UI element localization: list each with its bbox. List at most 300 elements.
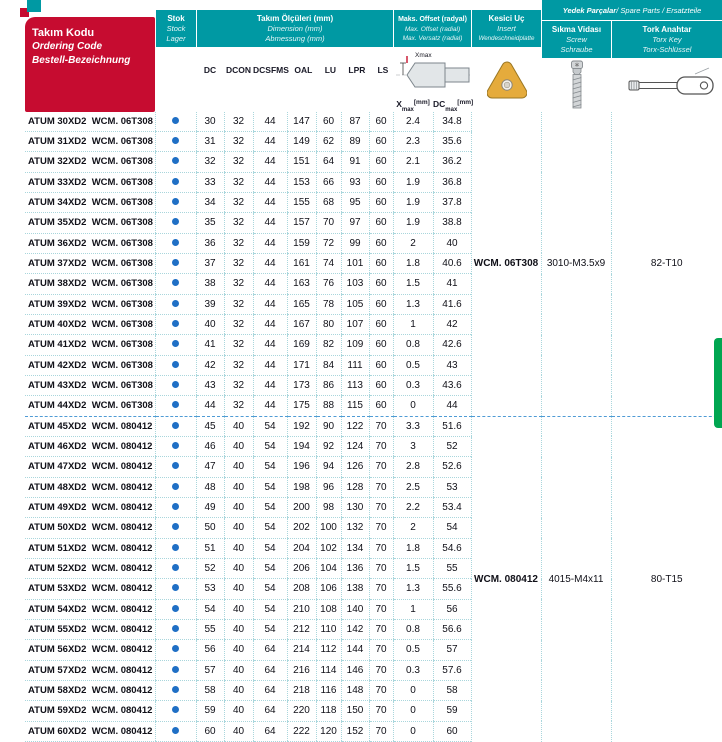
stock-dot-icon — [172, 259, 179, 266]
dc-cell: 57 — [196, 660, 224, 680]
ls-cell: 70 — [369, 640, 393, 660]
lu-cell: 84 — [316, 355, 341, 375]
stock-cell — [155, 335, 196, 355]
dc-cell: 59 — [196, 701, 224, 721]
lu-cell: 118 — [316, 701, 341, 721]
stock-cell — [155, 518, 196, 538]
lu-cell: 62 — [316, 131, 341, 151]
ordering-code-cell: ATUM 55XD2 WCM. 080412 — [25, 619, 155, 639]
xmax-cell: 1 — [393, 314, 433, 334]
stock-dot-icon — [172, 503, 179, 510]
ordering-code-cell: ATUM 45XD2 WCM. 080412 — [25, 416, 155, 436]
lpr-cell: 105 — [341, 294, 369, 314]
stock-dot-icon — [172, 645, 179, 652]
dcsfms-cell: 44 — [253, 314, 287, 334]
ordering-code-cell: ATUM 53XD2 WCM. 080412 — [25, 579, 155, 599]
ordering-code-cell: ATUM 39XD2 WCM. 06T308 — [25, 294, 155, 314]
oal-cell: 220 — [287, 701, 316, 721]
dc-cell: 53 — [196, 579, 224, 599]
ordering-code-cell: ATUM 38XD2 WCM. 06T308 — [25, 274, 155, 294]
ordering-code-cell: ATUM 40XD2 WCM. 06T308 — [25, 314, 155, 334]
dcsfms-cell: 44 — [253, 213, 287, 233]
xmax-cell: 2.4 — [393, 112, 433, 131]
stock-cell — [155, 314, 196, 334]
dc-cell: 34 — [196, 192, 224, 212]
dcmax-cell: 57 — [433, 640, 471, 660]
ordering-code-cell: ATUM 41XD2 WCM. 06T308 — [25, 335, 155, 355]
trigon-insert-icon — [487, 61, 527, 99]
dcon-cell: 32 — [224, 253, 253, 273]
stock-cell — [155, 253, 196, 273]
dcon-cell: 32 — [224, 152, 253, 172]
torx-label-de: Torx-Schlüssel — [642, 45, 692, 54]
oal-cell: 159 — [287, 233, 316, 253]
lu-cell: 64 — [316, 152, 341, 172]
dcmax-cell: 40 — [433, 233, 471, 253]
stock-dot-icon — [172, 523, 179, 530]
lpr-cell: 87 — [341, 112, 369, 131]
dcmax-cell: 58 — [433, 680, 471, 700]
stock-dot-icon — [172, 157, 179, 164]
lpr-cell: 95 — [341, 192, 369, 212]
dc-cell: 35 — [196, 213, 224, 233]
stock-dot-icon — [172, 625, 179, 632]
ordering-code-cell: ATUM 50XD2 WCM. 080412 — [25, 518, 155, 538]
xmax-cell: 3 — [393, 436, 433, 456]
ls-cell: 70 — [369, 497, 393, 517]
screw-group-cell: 4015-M4x11 — [541, 416, 611, 741]
oal-cell: 171 — [287, 355, 316, 375]
dc-cell: 44 — [196, 396, 224, 416]
dcon-cell: 40 — [224, 497, 253, 517]
dcsfms-cell: 54 — [253, 599, 287, 619]
stock-dot-icon — [172, 361, 179, 368]
lpr-cell: 109 — [341, 335, 369, 355]
dcsfms-cell: 44 — [253, 294, 287, 314]
ordering-code-cell: ATUM 36XD2 WCM. 06T308 — [25, 233, 155, 253]
lpr-cell: 93 — [341, 172, 369, 192]
stock-cell — [155, 396, 196, 416]
dc-cell: 51 — [196, 538, 224, 558]
dcon-cell: 32 — [224, 112, 253, 131]
lu-cell: 110 — [316, 619, 341, 639]
dc-cell: 38 — [196, 274, 224, 294]
ordering-code-title-en: Ordering Code — [32, 41, 103, 52]
stock-dot-icon — [172, 462, 179, 469]
insert-label-de: Wendeschneidplatte — [478, 35, 535, 42]
oal-cell: 151 — [287, 152, 316, 172]
table-row — [25, 112, 722, 131]
dcon-cell: 32 — [224, 213, 253, 233]
ls-cell: 70 — [369, 701, 393, 721]
lpr-cell: 148 — [341, 680, 369, 700]
lpr-cell: 97 — [341, 213, 369, 233]
dc-cell: 32 — [196, 152, 224, 172]
lpr-cell: 146 — [341, 660, 369, 680]
stock-cell — [155, 355, 196, 375]
ordering-code-cell: ATUM 51XD2 WCM. 080412 — [25, 538, 155, 558]
oal-cell: 222 — [287, 721, 316, 742]
lpr-cell: 101 — [341, 253, 369, 273]
xmax-column-label: $X_{max}[mm]$ — [396, 99, 430, 114]
dcon-cell: 40 — [224, 680, 253, 700]
xmax-cell: 0.8 — [393, 619, 433, 639]
lu-cell: 120 — [316, 721, 341, 742]
torx-key-icon-box — [612, 58, 722, 111]
oal-cell: 175 — [287, 396, 316, 416]
lu-cell: 78 — [316, 294, 341, 314]
dcmax-column-label: $DC_{max}[mm]$ — [433, 99, 474, 114]
dcsfms-cell: 54 — [253, 619, 287, 639]
col-header-dcsfms: DCSFMS — [253, 65, 289, 75]
ordering-code-cell: ATUM 33XD2 WCM. 06T308 — [25, 172, 155, 192]
lu-cell: 68 — [316, 192, 341, 212]
dc-cell: 52 — [196, 558, 224, 578]
xmax-cell: 0.8 — [393, 335, 433, 355]
xmax-cell: 2.2 — [393, 497, 433, 517]
dcsfms-cell: 44 — [253, 335, 287, 355]
ls-cell: 70 — [369, 436, 393, 456]
ls-cell: 60 — [369, 253, 393, 273]
dcsfms-cell: 44 — [253, 152, 287, 172]
dc-cell: 49 — [196, 497, 224, 517]
lpr-cell: 107 — [341, 314, 369, 334]
ls-cell: 60 — [369, 213, 393, 233]
col-header-lpr: LPR — [348, 65, 366, 75]
stock-dot-icon — [172, 117, 179, 124]
lpr-cell: 144 — [341, 640, 369, 660]
oal-cell: 198 — [287, 477, 316, 497]
spare-parts-label-rest: / Spare Parts / Ersatzteile — [616, 5, 702, 15]
screw-label-en: Screw — [566, 35, 587, 44]
oal-cell: 167 — [287, 314, 316, 334]
oal-cell: 192 — [287, 416, 316, 436]
stock-cell — [155, 640, 196, 660]
stock-cell — [155, 294, 196, 314]
stock-cell — [155, 274, 196, 294]
ordering-code-cell: ATUM 42XD2 WCM. 06T308 — [25, 355, 155, 375]
dc-cell: 60 — [196, 721, 224, 742]
screw-label-tr: Sıkma Vidası — [551, 25, 602, 34]
stock-dot-icon — [172, 320, 179, 327]
xmax-cell: 0.3 — [393, 660, 433, 680]
insert-label-tr: Kesici Uç — [488, 14, 525, 23]
ordering-code-cell: ATUM 52XD2 WCM. 080412 — [25, 558, 155, 578]
tool-offset-drawing-box — [394, 48, 471, 93]
dcmax-cell: 52.6 — [433, 457, 471, 477]
dcon-cell: 32 — [224, 274, 253, 294]
insert-icon-box — [472, 48, 541, 111]
lu-cell: 112 — [316, 640, 341, 660]
stock-cell — [155, 213, 196, 233]
xmax-cell: 0 — [393, 680, 433, 700]
dcmax-cell: 37.8 — [433, 192, 471, 212]
stock-cell — [155, 416, 196, 436]
dcon-cell: 32 — [224, 314, 253, 334]
ordering-code-cell: ATUM 49XD2 WCM. 080412 — [25, 497, 155, 517]
ls-cell: 60 — [369, 396, 393, 416]
dcmax-cell: 59 — [433, 701, 471, 721]
stock-dot-icon — [172, 137, 179, 144]
dcmax-cell: 55 — [433, 558, 471, 578]
lu-cell: 116 — [316, 680, 341, 700]
dcmax-cell: 53 — [433, 477, 471, 497]
torx-group-cell: 82-T10 — [611, 112, 722, 416]
dcon-cell: 32 — [224, 131, 253, 151]
ls-cell: 60 — [369, 274, 393, 294]
stock-dot-icon — [172, 706, 179, 713]
ordering-code-cell: ATUM 58XD2 WCM. 080412 — [25, 680, 155, 700]
dcsfms-cell: 64 — [253, 721, 287, 742]
xmax-cell: 2 — [393, 518, 433, 538]
dcsfms-cell: 54 — [253, 416, 287, 436]
xmax-cell: 0 — [393, 721, 433, 742]
dcmax-cell: 36.2 — [433, 152, 471, 172]
spare-parts-label-tr: Yedek Parçalar — [562, 5, 617, 15]
stock-cell — [155, 233, 196, 253]
dcmax-cell: 55.6 — [433, 579, 471, 599]
xmax-cell: 1.5 — [393, 274, 433, 294]
stock-cell — [155, 538, 196, 558]
stock-cell — [155, 721, 196, 742]
ls-cell: 70 — [369, 721, 393, 742]
stock-dot-icon — [172, 198, 179, 205]
dcmax-cell: 36.8 — [433, 172, 471, 192]
xmax-cell: 1.3 — [393, 294, 433, 314]
max-offset-label-en: Max. Offset (radial) — [404, 25, 461, 33]
ls-cell: 70 — [369, 619, 393, 639]
insert-header — [472, 10, 541, 47]
dcmax-cell: 52 — [433, 436, 471, 456]
dcsfms-cell: 54 — [253, 477, 287, 497]
torx-label-tr: Tork Anahtar — [642, 25, 692, 34]
spare-parts-header — [542, 0, 722, 20]
lpr-cell: 115 — [341, 396, 369, 416]
lu-cell: 90 — [316, 416, 341, 436]
torx-group-cell: 80-T15 — [611, 416, 722, 741]
dcsfms-cell: 44 — [253, 192, 287, 212]
ordering-code-cell: ATUM 31XD2 WCM. 06T308 — [25, 131, 155, 151]
lu-cell: 108 — [316, 599, 341, 619]
stock-dot-icon — [172, 381, 179, 388]
max-offset-header — [394, 10, 471, 47]
dcsfms-cell: 54 — [253, 436, 287, 456]
max-offset-label-tr: Maks. Offset (radyal) — [398, 15, 467, 23]
screw-label-de: Schraube — [560, 45, 593, 54]
ordering-code-cell: ATUM 54XD2 WCM. 080412 — [25, 599, 155, 619]
lpr-cell: 134 — [341, 538, 369, 558]
dcon-cell: 32 — [224, 233, 253, 253]
screw-group-cell: 3010-M3.5x9 — [541, 112, 611, 416]
lu-cell: 66 — [316, 172, 341, 192]
ordering-code-cell: ATUM 46XD2 WCM. 080412 — [25, 436, 155, 456]
ls-cell: 60 — [369, 294, 393, 314]
ls-cell: 60 — [369, 335, 393, 355]
dcmax-cell: 57.6 — [433, 660, 471, 680]
ordering-code-cell: ATUM 47XD2 WCM. 080412 — [25, 457, 155, 477]
dc-cell: 45 — [196, 416, 224, 436]
catalog-table-body — [25, 112, 722, 742]
col-header-ls: LS — [377, 65, 389, 75]
stock-cell — [155, 680, 196, 700]
dc-cell: 33 — [196, 172, 224, 192]
dcsfms-cell: 44 — [253, 396, 287, 416]
lpr-cell: 111 — [341, 355, 369, 375]
ls-cell: 60 — [369, 314, 393, 334]
dc-cell: 37 — [196, 253, 224, 273]
dcon-cell: 40 — [224, 701, 253, 721]
torx-key-icon — [617, 66, 717, 104]
dc-cell: 46 — [196, 436, 224, 456]
ordering-code-title-tr: Takım Kodu — [32, 27, 95, 39]
oal-cell: 173 — [287, 375, 316, 395]
dc-cell: 47 — [196, 457, 224, 477]
stock-cell — [155, 457, 196, 477]
xmax-cell: 0.3 — [393, 375, 433, 395]
dc-cell: 39 — [196, 294, 224, 314]
dcsfms-cell: 64 — [253, 640, 287, 660]
lu-cell: 70 — [316, 213, 341, 233]
stock-label-en: Stock — [166, 24, 186, 33]
dcsfms-cell: 64 — [253, 660, 287, 680]
dc-cell: 48 — [196, 477, 224, 497]
ls-cell: 70 — [369, 660, 393, 680]
dcsfms-cell: 54 — [253, 497, 287, 517]
lu-cell: 94 — [316, 457, 341, 477]
lu-cell: 96 — [316, 477, 341, 497]
xmax-cell: 1 — [393, 599, 433, 619]
dcon-cell: 40 — [224, 660, 253, 680]
stock-cell — [155, 558, 196, 578]
stock-dot-icon — [172, 422, 179, 429]
dcon-cell: 40 — [224, 538, 253, 558]
dcon-cell: 40 — [224, 619, 253, 639]
stock-cell — [155, 497, 196, 517]
ls-cell: 70 — [369, 457, 393, 477]
ordering-code-cell: ATUM 60XD2 WCM. 080412 — [25, 721, 155, 742]
col-header-oal: OAL — [294, 65, 313, 75]
dcmax-cell: 44 — [433, 396, 471, 416]
ls-cell: 70 — [369, 599, 393, 619]
lpr-cell: 132 — [341, 518, 369, 538]
dcsfms-cell: 44 — [253, 233, 287, 253]
dcon-cell: 40 — [224, 477, 253, 497]
tool-offset-drawing — [395, 48, 471, 93]
dcsfms-cell: 54 — [253, 538, 287, 558]
lpr-cell: 142 — [341, 619, 369, 639]
ls-cell: 60 — [369, 131, 393, 151]
stock-dot-icon — [172, 239, 179, 246]
dcmax-cell: 41 — [433, 274, 471, 294]
oal-cell: 169 — [287, 335, 316, 355]
lu-cell: 114 — [316, 660, 341, 680]
dcon-cell: 40 — [224, 721, 253, 742]
dcsfms-cell: 54 — [253, 457, 287, 477]
dcsfms-cell: 44 — [253, 355, 287, 375]
oal-cell: 163 — [287, 274, 316, 294]
ls-cell: 70 — [369, 579, 393, 599]
oal-cell: 165 — [287, 294, 316, 314]
ls-cell: 60 — [369, 192, 393, 212]
dcsfms-cell: 54 — [253, 518, 287, 538]
ordering-code-cell: ATUM 30XD2 WCM. 06T308 — [25, 112, 155, 131]
dcmax-cell: 56 — [433, 599, 471, 619]
dcmax-cell: 40.6 — [433, 253, 471, 273]
ordering-code-cell: ATUM 57XD2 WCM. 080412 — [25, 660, 155, 680]
ls-cell: 70 — [369, 477, 393, 497]
dimensions-label-en: Dimension (mm) — [267, 24, 323, 33]
stock-label-de: Lager — [166, 34, 186, 43]
ordering-code-cell: ATUM 59XD2 WCM. 080412 — [25, 701, 155, 721]
col-header-dcon: DCON — [225, 65, 252, 75]
stock-dot-icon — [172, 686, 179, 693]
ls-cell: 60 — [369, 375, 393, 395]
dc-cell: 55 — [196, 619, 224, 639]
torx-screw-icon — [567, 60, 587, 110]
lpr-cell: 89 — [341, 131, 369, 151]
oal-cell: 200 — [287, 497, 316, 517]
col-header-lu: LU — [324, 65, 337, 75]
torx-label-en: Torx Key — [652, 35, 682, 44]
xmax-cell: 0.5 — [393, 640, 433, 660]
stock-dot-icon — [172, 666, 179, 673]
dcsfms-cell: 44 — [253, 172, 287, 192]
ls-cell: 60 — [369, 355, 393, 375]
stock-cell — [155, 112, 196, 131]
lu-cell: 60 — [316, 112, 341, 131]
dcon-cell: 40 — [224, 436, 253, 456]
stock-cell — [155, 701, 196, 721]
dcon-cell: 32 — [224, 172, 253, 192]
ls-cell: 60 — [369, 172, 393, 192]
ls-cell: 70 — [369, 680, 393, 700]
stock-dot-icon — [172, 401, 179, 408]
ls-cell: 60 — [369, 152, 393, 172]
ls-cell: 60 — [369, 233, 393, 253]
oal-cell: 194 — [287, 436, 316, 456]
stock-cell — [155, 131, 196, 151]
dcon-cell: 40 — [224, 640, 253, 660]
stock-cell — [155, 375, 196, 395]
max-offset-label-de: Max. Versatz (radial) — [402, 34, 463, 42]
dc-cell: 54 — [196, 599, 224, 619]
lu-cell: 102 — [316, 538, 341, 558]
screw-icon-box — [542, 58, 611, 111]
torx-key-header — [612, 21, 722, 58]
xmax-cell: 0.5 — [393, 355, 433, 375]
dimensions-header — [197, 10, 393, 47]
ordering-code-header — [25, 17, 155, 112]
lu-cell: 98 — [316, 497, 341, 517]
dc-cell: 30 — [196, 112, 224, 131]
lpr-cell: 140 — [341, 599, 369, 619]
stock-header — [156, 10, 196, 47]
oal-cell: 214 — [287, 640, 316, 660]
insert-group-cell: WCM. 080412 — [471, 416, 541, 741]
lu-cell: 72 — [316, 233, 341, 253]
xmax-cell: 1.5 — [393, 558, 433, 578]
oal-cell: 153 — [287, 172, 316, 192]
stock-cell — [155, 660, 196, 680]
stock-dot-icon — [172, 300, 179, 307]
lu-cell: 104 — [316, 558, 341, 578]
stock-cell — [155, 192, 196, 212]
lu-cell: 76 — [316, 274, 341, 294]
ordering-code-cell: ATUM 34XD2 WCM. 06T308 — [25, 192, 155, 212]
lu-cell: 106 — [316, 579, 341, 599]
lpr-cell: 124 — [341, 436, 369, 456]
dcsfms-cell: 54 — [253, 579, 287, 599]
